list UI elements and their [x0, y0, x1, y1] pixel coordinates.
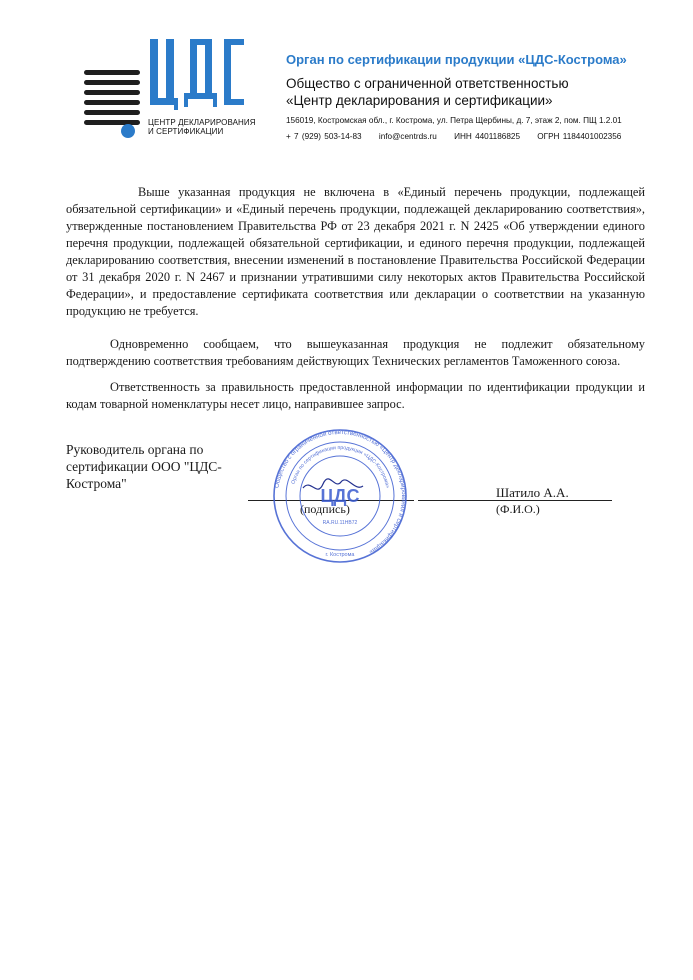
logo-letters: [150, 39, 244, 110]
logo-caption-line2: И СЕРТИФИКАЦИИ: [148, 127, 224, 136]
stamp-accreditation: RA.RU.11HB72: [322, 520, 358, 526]
address: 156019, Костромская обл., г. Кострома, ул. Петра Щербины, д. 7, этаж 2, пом. ПЩ 1.2.01: [286, 116, 622, 125]
official-stamp: [265, 428, 415, 564]
company-line2: «Центр декларирования и сертификации»: [286, 93, 553, 108]
company-line1: Общество с ограниченной ответственностью: [286, 76, 569, 91]
contacts: [286, 132, 635, 141]
company-name: [286, 75, 569, 109]
email-link[interactable]: info@centrds.ru: [378, 132, 437, 141]
phone: + 7 (929) 503-14-83: [286, 132, 362, 141]
ogrn: ОГРН 1184401002356: [537, 132, 622, 141]
stamp-outer-text: Общество с ограниченной ответственностью «Центр декларирования и сертификации»: [273, 428, 408, 556]
logo-stripes-icon: [84, 70, 140, 125]
stamp-center: ЦДС: [320, 486, 360, 506]
paragraph-2: Одновременно сообщаем, что вышеуказанная продукция не подлежит обязательному подтверждению соответствия требованиям действующих Технических регламентов Таможенного союза.: [66, 337, 645, 368]
paragraph-1: Выше указанная продукция не включена в «Единый перечень продукции, подлежащей обязательной сертификации» и «Единый перечень продукции, подлежащей декларированию соответствия», утвержденные постановлением Правительства РФ от 23 декабря 2021 г. N 2425 «Об утверждении единого перечня продукции, подлежащей обязательной сертификации, и единого перечня продукции, подлежащей декларированию соответствия, внесении изменений в постановление Правительства Российской Федерации от 31 декабря 2020 г. N 2467 и признании утратившими силу некоторых актов Правительства Российской Федерации», и предоставление сертификата соответствия или декларации о соответствии на указанную продукцию не требуется.: [66, 185, 645, 318]
logo-dot-icon: [121, 124, 135, 138]
signer-name: Шатило А.А.: [496, 485, 569, 500]
logo-caption-line1: ЦЕНТР ДЕКЛАРИРОВАНИЯ: [148, 118, 256, 127]
signer-title: Руководитель органа по сертификации ООО "ЦДС-Кострома": [66, 442, 222, 491]
logo-caption: [148, 118, 256, 136]
fio-label: (Ф.И.О.): [496, 502, 540, 516]
signature-label: (подпись): [300, 502, 350, 516]
org-name: Орган по сертификации продукции «ЦДС-Кострома»: [286, 52, 627, 67]
stamp-city: г. Кострома: [325, 552, 355, 558]
paragraph-3: Ответственность за правильность предоставленной информации по идентификации продукции и кодам товарной номенклатуры несет лицо, направившее запрос.: [66, 380, 645, 411]
stamp-inner-text: Орган по сертификации продукции «ЦДС-Кострома»: [290, 444, 391, 489]
inn: ИНН 4401186825: [454, 132, 521, 141]
